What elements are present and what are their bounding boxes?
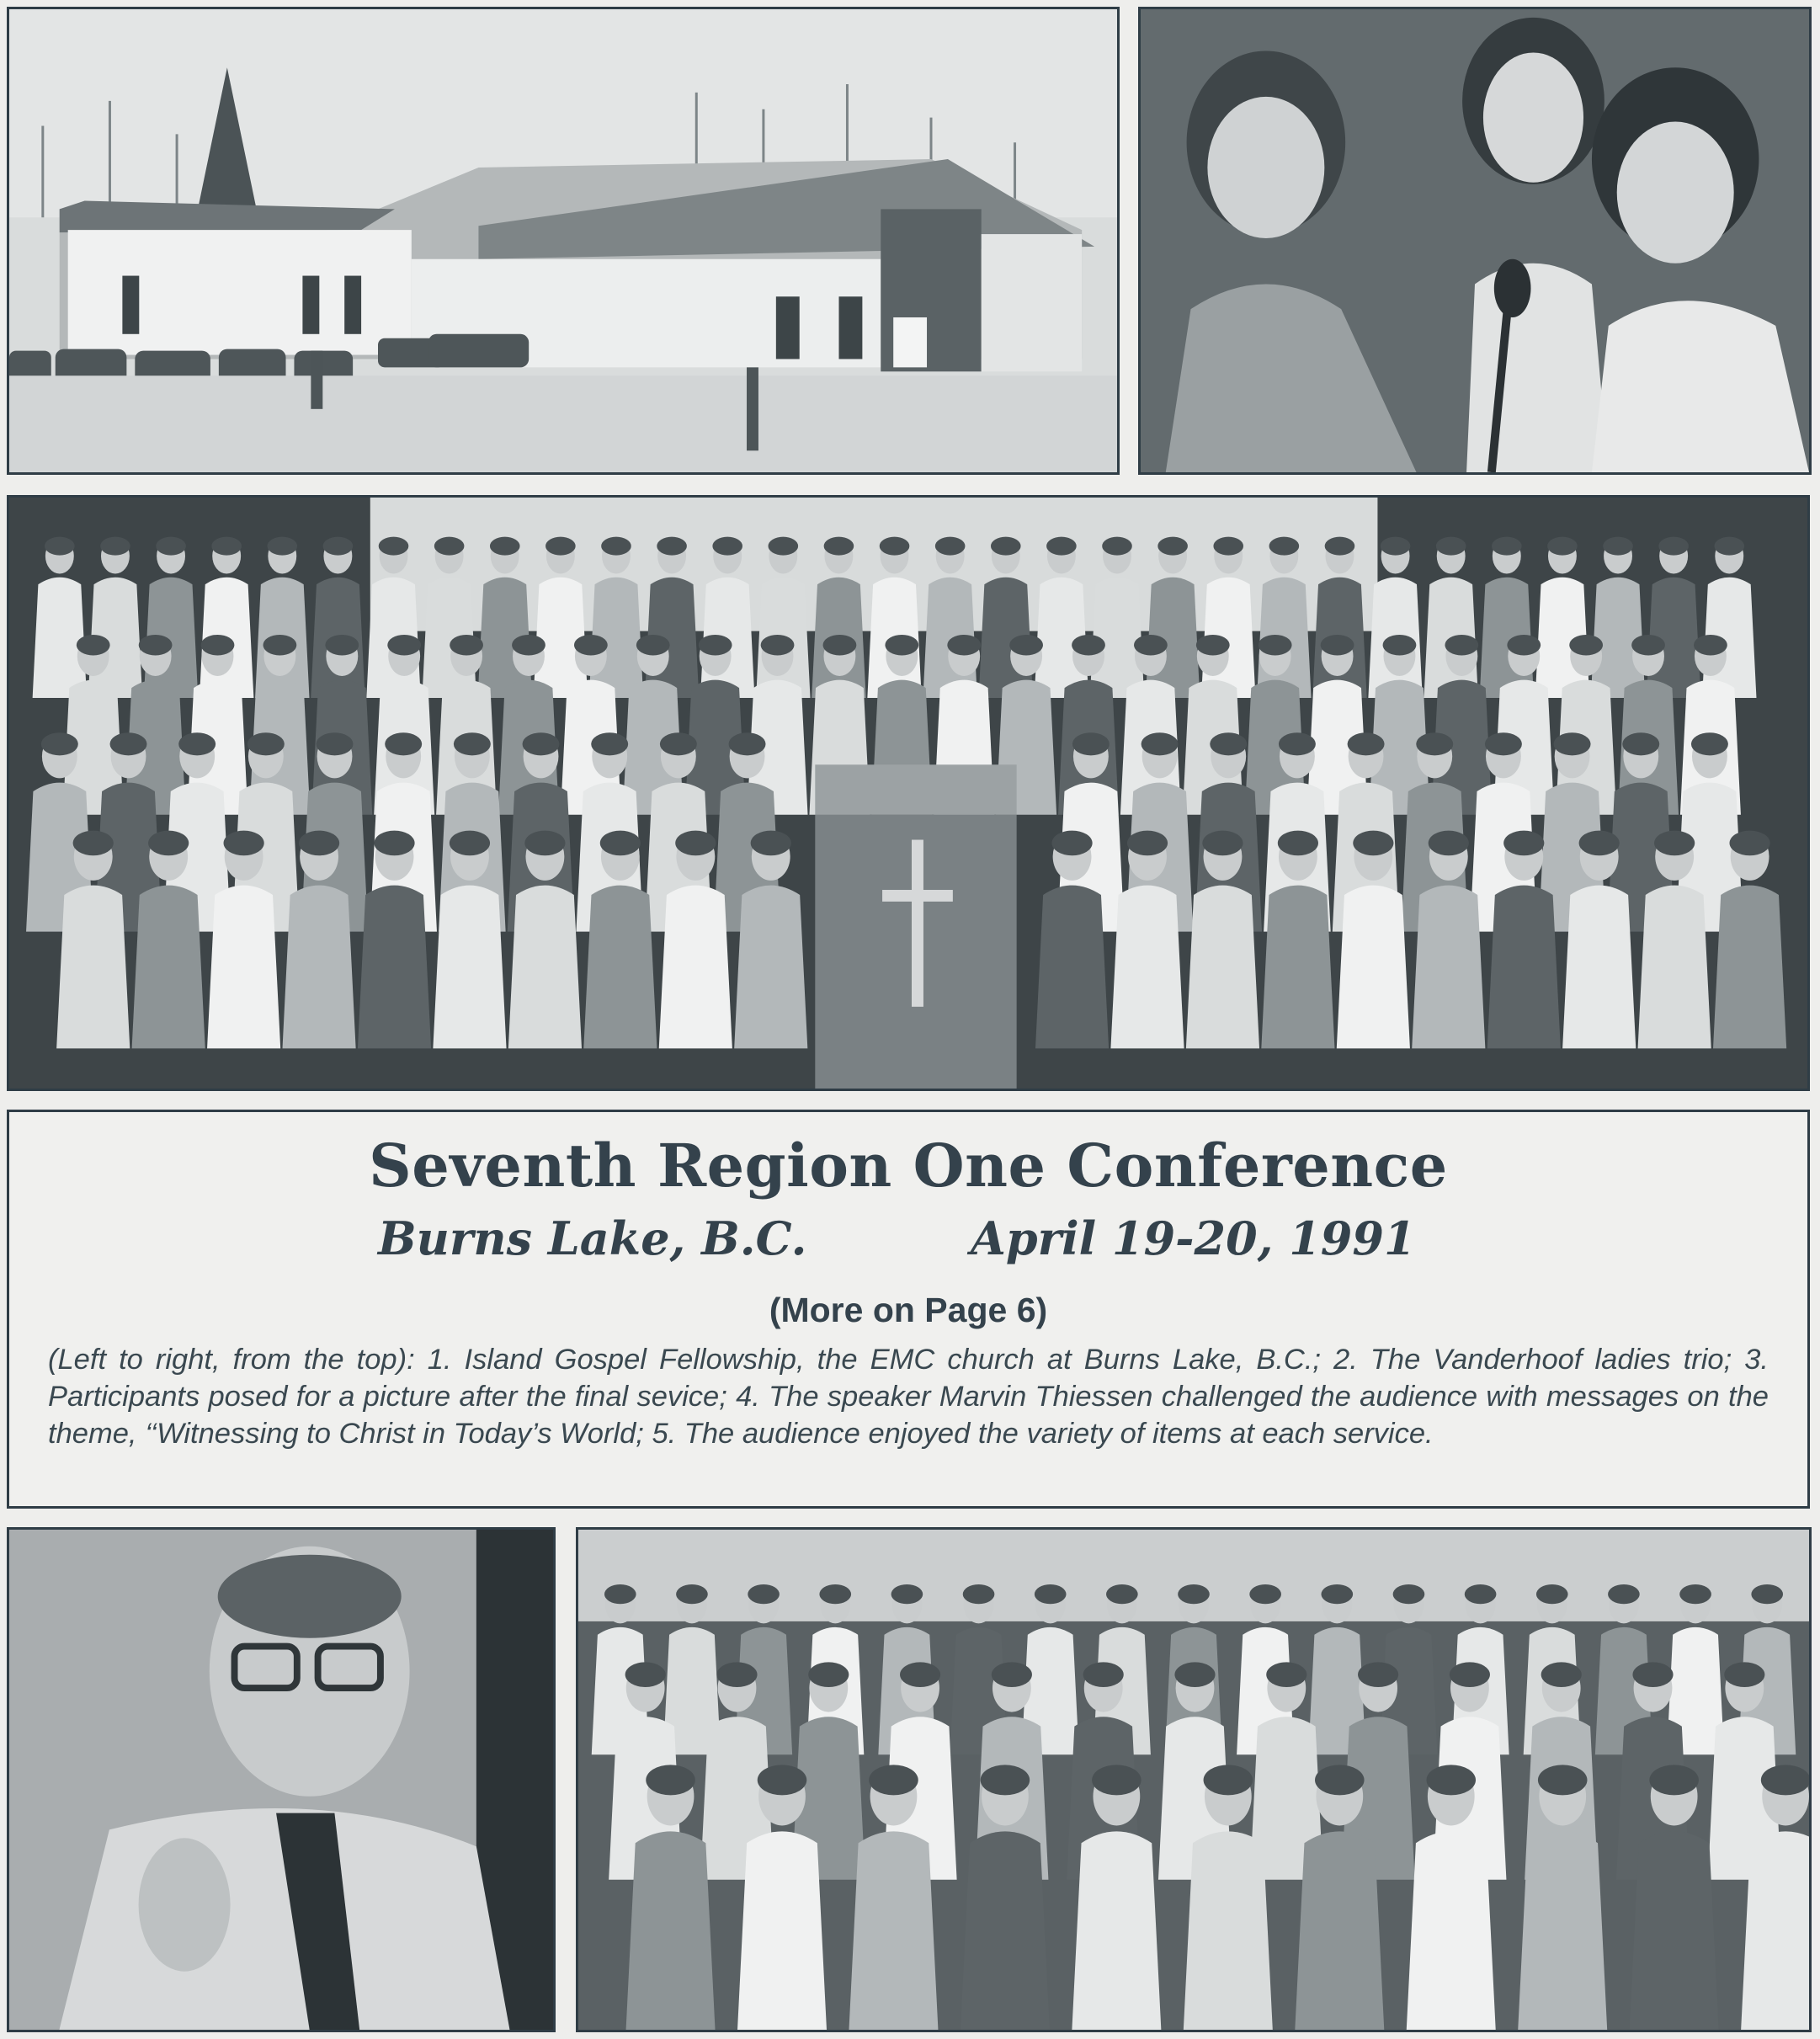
conference-date: April 19-20, 1991 xyxy=(971,1211,1416,1265)
caption-box xyxy=(7,1110,1810,1509)
church-building-photo xyxy=(7,7,1120,475)
ladies-trio-image xyxy=(1141,9,1809,472)
participants-group-image xyxy=(9,498,1807,1089)
photo-caption: (Left to right, from the top): 1. Island Gospel Fellowship, the EMC church at Burns Lake, B.C.; 2. The Vanderhoof ladies trio; 3. Participants posed for a picture after the final sevice; 4. The speaker Marvin Thiessen challenged the audience with messages on the theme, ‘‘Witnessing to Christ in Today’s World; 5. The audience enjoyed the variety of items at each service. xyxy=(48,1344,1769,1450)
audience-photo xyxy=(576,1527,1812,2032)
conference-location: Burns Lake, B.C. xyxy=(378,1211,807,1265)
speaker-photo xyxy=(7,1527,556,2032)
participants-group-photo xyxy=(7,495,1810,1091)
audience-image xyxy=(578,1530,1809,2030)
conference-title: Seventh Region One Conference xyxy=(369,1131,1448,1201)
more-on-page-note: (More on Page 6) xyxy=(769,1291,1048,1329)
ladies-trio-photo xyxy=(1138,7,1812,475)
church-building-image xyxy=(9,9,1117,472)
speaker-image xyxy=(9,1530,553,2030)
